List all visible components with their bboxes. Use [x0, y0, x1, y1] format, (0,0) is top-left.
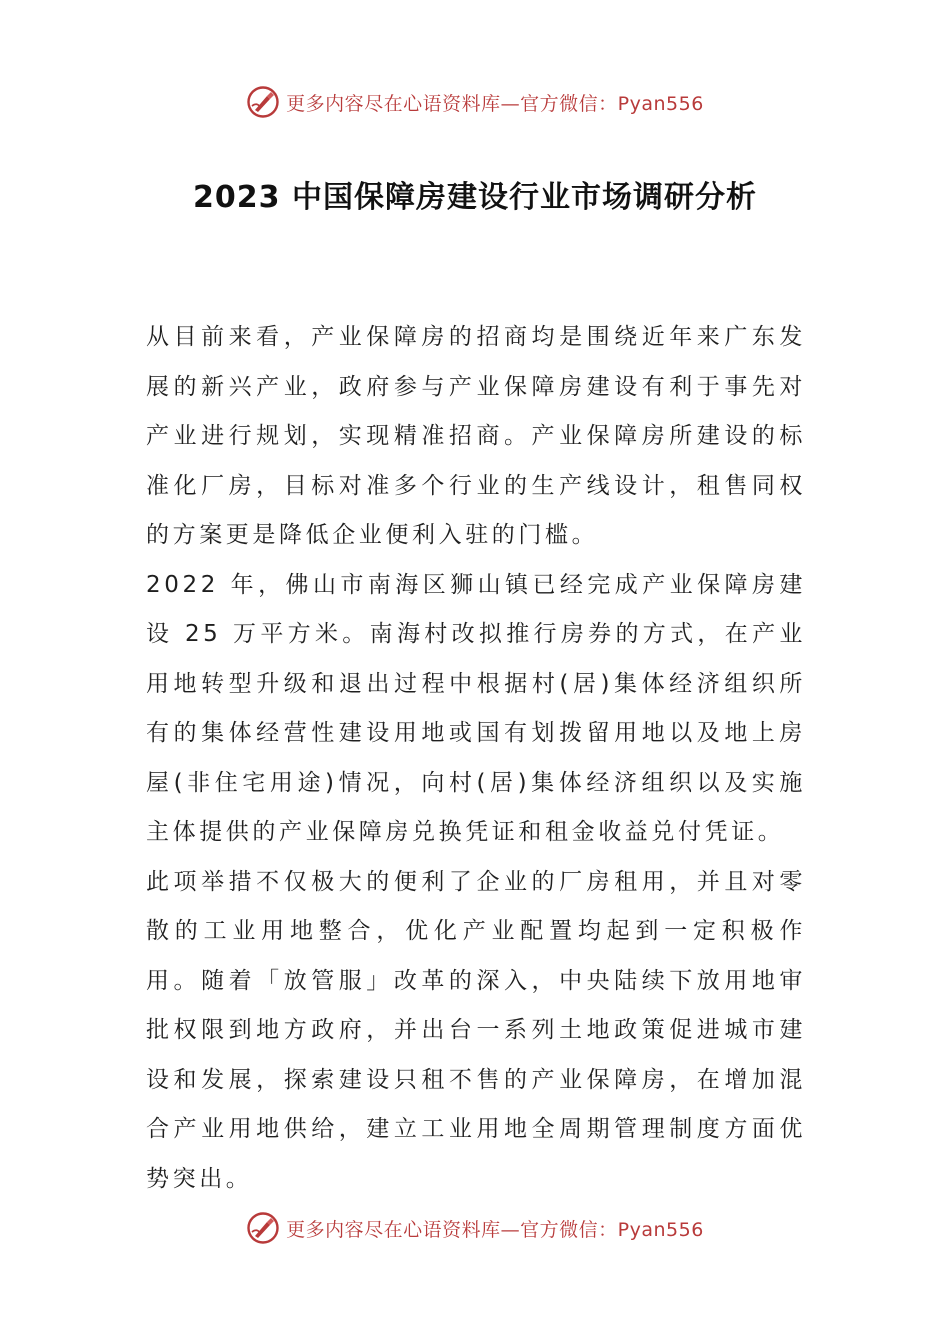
paragraph-2: 2022 年，佛山市南海区狮山镇已经完成产业保障房建设 25 万平方米。南海村改拟推行房券的方式，在产业用地转型升级和退出过程中根据村(居)集体经济组织所有的集体经营性建设用地或国有划拨留用地以及地上房屋(非住宅用途)情况，向村(居)集体经济组织以及实施主体提供的产业保障房兑换凭证和租金收益兑付凭证。 [146, 571, 806, 845]
footer-watermark [0, 1206, 950, 1250]
watermark-text: 更多内容尽在心语资料库—官方微信：Pyan556 [286, 1218, 704, 1241]
document-title: 2023 中国保障房建设行业市场调研分析 [193, 180, 757, 215]
paragraph-1: 从目前来看，产业保障房的招商均是围绕近年来广东发展的新兴产业，政府参与产业保障房建设有利于事先对产业进行规划，实现精准招商。产业保障房所建设的标准化厂房，目标对准多个行业的生产线设计，租售同权的方案更是降低企业便利入驻的门槛。 [146, 324, 806, 548]
pen-nib-logo-icon [246, 1211, 280, 1245]
paragraph-3: 此项举措不仅极大的便利了企业的厂房租用，并且对零散的工业用地整合，优化产业配置均起到一定积极作用。随着「放管服」改革的深入，中央陆续下放用地审批权限到地方政府，并出台一系列土地政策促进城市建设和发展，探索建设只租不售的产业保障房，在增加混合产业用地供给，建立工业用地全周期管理制度方面优势突出。 [146, 868, 806, 1192]
header-watermark [0, 80, 950, 124]
watermark-text: 更多内容尽在心语资料库—官方微信：Pyan556 [286, 92, 704, 115]
pen-nib-logo-icon [246, 85, 280, 119]
document-body [146, 313, 806, 1204]
